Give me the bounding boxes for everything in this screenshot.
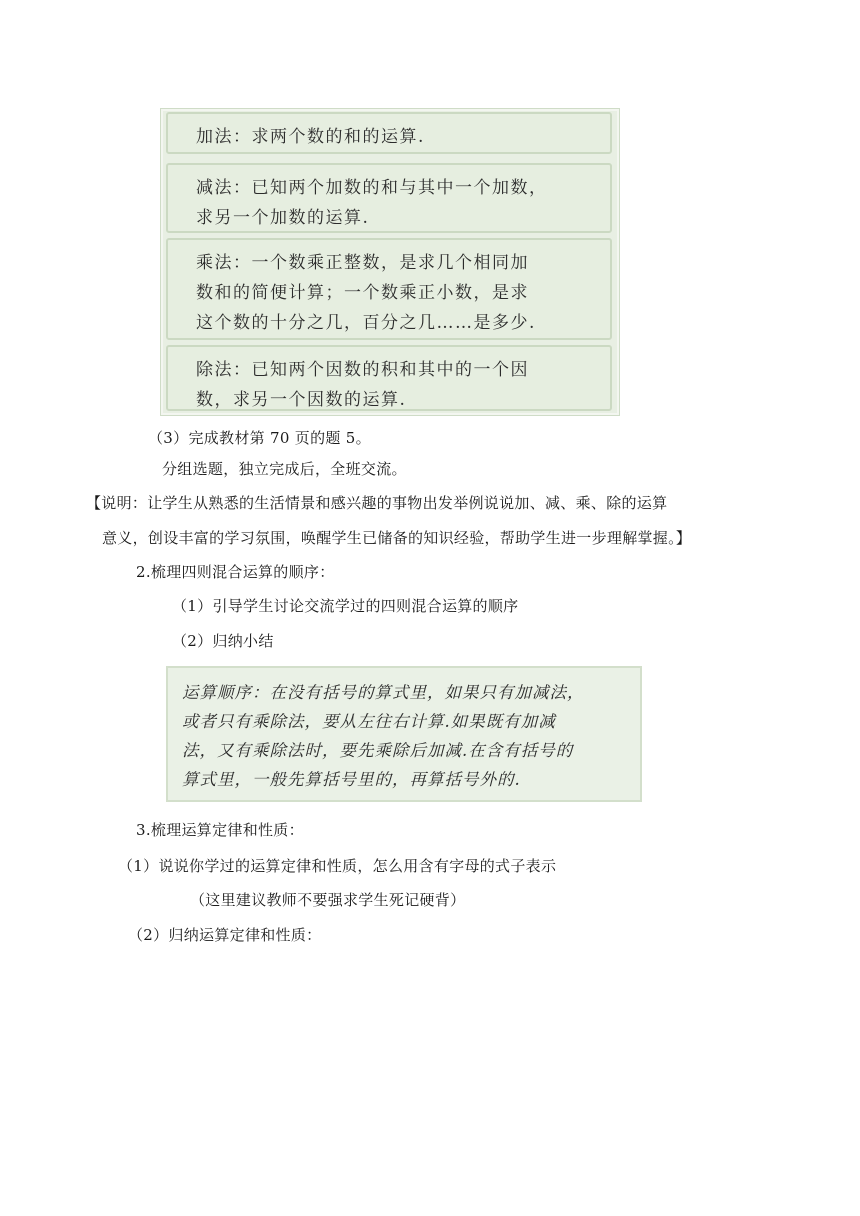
section-2-item-2: （2）归纳小结 xyxy=(172,632,274,650)
subtraction-definition xyxy=(166,163,612,233)
section-3-title: 3.梳理运算定律和性质： xyxy=(136,821,304,839)
section-3-item-2: （2）归纳运算定律和性质： xyxy=(128,926,322,944)
definition-line: 加法：求两个数的和的运算. xyxy=(196,127,425,147)
order-line: 算式里，一般先算括号里的，再算括号外的. xyxy=(182,770,521,789)
definition-line: 除法：已知两个因数的积和其中的一个因 xyxy=(196,360,529,380)
addition-definition xyxy=(166,112,612,154)
division-definition xyxy=(166,345,612,411)
definition-line: 乘法：一个数乘正整数，是求几个相同加 xyxy=(196,253,529,273)
section-2-title: 2.梳理四则混合运算的顺序： xyxy=(136,563,335,581)
definition-line: 求另一个加数的运算. xyxy=(196,208,370,228)
section-3-item-1-note: （这里建议教师不要强求学生死记硬背） xyxy=(190,891,466,909)
definition-line: 这个数的十分之几，百分之几……是多少. xyxy=(196,313,536,333)
order-line: 或者只有乘除法，要从左往右计算.如果既有加减 xyxy=(182,712,556,731)
order-of-operations-figure xyxy=(166,666,642,802)
explanation-note-line2: 意义，创设丰富的学习氛围，唤醒学生已储备的知识经验，帮助学生进一步理解掌握。】 xyxy=(102,529,692,547)
definition-line: 数和的简便计算；一个数乘正小数，是求 xyxy=(196,283,529,303)
definition-line: 数，求另一个因数的运算. xyxy=(196,390,407,410)
definition-line: 减法：已知两个加数的和与其中一个加数， xyxy=(196,178,548,198)
order-line: 运算顺序：在没有括号的算式里，如果只有加减法， xyxy=(182,683,585,702)
section-2-item-1: （1）引导学生讨论交流学过的四则混合运算的顺序 xyxy=(172,597,519,615)
section-3-item-1: （1）说说你学过的运算定律和性质，怎么用含有字母的式子表示 xyxy=(118,857,557,875)
group-work-text: 分组选题，独立完成后，全班交流。 xyxy=(162,460,407,478)
task-item-3: （3）完成教材第 70 页的题 5。 xyxy=(148,429,371,447)
multiplication-definition xyxy=(166,238,612,340)
explanation-note-line1: 【说明：让学生从熟悉的生活情景和感兴趣的事物出发举例说说加、减、乘、除的运算 xyxy=(86,494,668,512)
order-line: 法，又有乘除法时，要先乘除后加减.在含有括号的 xyxy=(182,741,574,760)
